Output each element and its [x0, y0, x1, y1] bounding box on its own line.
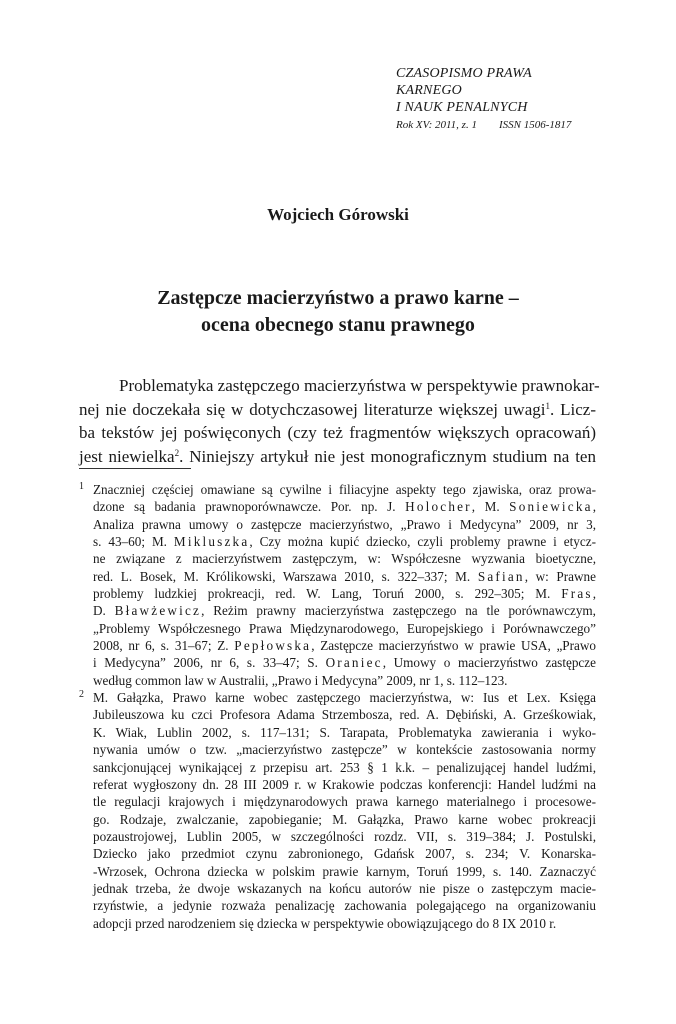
- issue-info: Rok XV: 2011, z. 1: [396, 119, 477, 131]
- footnote2-line-10: Dziecko jako przedmiot czynu zabronionego, Gdańsk 2007, s. 234; V. Konarska-: [93, 846, 596, 862]
- footnote2-line-12: jednak trzeba, że dwoje wskazanych na końcu autorów nie pisze o zastępczym macie-: [93, 880, 596, 896]
- footnote1-line-2: dzone są badania prawnoporównawcze. Por. np. J. Holocher, M. Soniewicka,: [93, 499, 596, 515]
- footnote2-line-8: go. Rodzaje, zwalczanie, zapobieganie; M. Gałązka, Prawo karne wobec prokreacji: [93, 811, 596, 827]
- footnote-2: [79, 689, 596, 932]
- author-name: Wojciech Górowski: [267, 205, 409, 224]
- body-line-2-text: nej nie doczekała się w dotychczasowej literaturze większej uwagi: [79, 399, 546, 419]
- footnotes: [79, 481, 596, 932]
- journal-name-line2: I NAUK PENALNYCH: [396, 100, 528, 115]
- article-title: [0, 285, 676, 339]
- footnote-2-number: 2: [79, 689, 84, 701]
- body-line-3: ba tekstów jej poświęconych (czy też fragmentów większych opracowań): [79, 423, 596, 442]
- footnote2-line-3: K. Wiak, Lublin 2002, s. 117–131; S. Tarapata, Problematyka zawierania i wyko-: [93, 724, 596, 740]
- body-line-4-end: . Niniejszy artykuł nie jest monograficznym studium na ten: [179, 446, 596, 466]
- footnote2-line-1: M. Gałązka, Prawo karne wobec zastępczego macierzyństwa, w: Ius et Lex. Księga: [93, 690, 596, 706]
- footnote1-line-1: Znaczniej częściej omawiane są cywilne i filiacyjne aspekty tego zjawiska, oraz prowa-: [93, 482, 596, 497]
- footnote-ref-1[interactable]: 1: [545, 400, 550, 411]
- footnote1-line-5: ne związane z macierzyństwem zastępczym, w: Współczesne wyzwania bioetyczne,: [93, 551, 596, 567]
- footnote1-line-8: D. Bławżewicz, Reżim prawny macierzyństwa zastępczego na tle porównawczym,: [93, 603, 596, 619]
- body-line-4: [79, 445, 596, 469]
- body-line-1: Problematyka zastępczego macierzyństwa w perspektywie prawnokar-: [119, 376, 600, 395]
- title-line-2: ocena obecnego stanu prawnego: [201, 314, 475, 336]
- footnote2-line-11: -Wrzosek, Ochrona dziecka w polskim prawie karnym, Toruń 1999, s. 140. Zaznaczyć: [93, 863, 596, 879]
- footnote1-line-3: Analiza prawna umowy o zastępcze macierzyństwo, „Prawo i Medycyna” 2009, nr 3,: [93, 516, 596, 532]
- footnote1-line-6: red. L. Bosek, M. Królikowski, Warszawa 2010, s. 322–337; M. Safian, w: Prawne: [93, 568, 596, 584]
- journal-meta: [396, 118, 596, 132]
- body-line-2: [79, 398, 596, 422]
- body-line-4-text: jest niewielka: [79, 446, 175, 466]
- footnote1-line-9: „Problemy Współczesnego Prawa Międzynarodowego, Europejskiego i Porównawczego”: [93, 620, 596, 636]
- footnote1-line-10: 2008, nr 6, s. 31–67; Z. Pepłowska, Zastępcze macierzyństwo w prawie USA, „Prawo: [93, 638, 597, 654]
- footnote2-line-7: tle regulacji krajowych i międzynarodowych prawa karnego materialnego i procesowe-: [93, 794, 596, 810]
- footnote2-line-2: Jubileuszowa ku czci Profesora Adama Strzembosza, red. A. Dębiński, A. Grześkowiak,: [93, 707, 596, 723]
- footnote-ref-2[interactable]: 2: [174, 447, 180, 458]
- footnote2-line-9: pozaustrojowej, Lublin 2005, w szczególności rozdz. VII, s. 319–384; J. Postulski,: [93, 828, 596, 844]
- footnote1-line-4: s. 43–60; M. Mikluszka, Czy można kupić dziecko, czyli problemy prawne i etycz-: [93, 534, 596, 550]
- footnote1-line-11: i Medycyna” 2006, nr 6, s. 33–47; S. Oraniec, Umowy o macierzyństwo zastępcze: [93, 655, 596, 671]
- footnote2-line-4: nywania umów o tzw. „macierzyństwo zastępcze” w kontekście zastosowania normy: [93, 742, 596, 758]
- body-paragraph: [79, 374, 600, 468]
- title-line-1: Zastępcze macierzyństwo a prawo karne –: [157, 287, 519, 309]
- footnote2-line-6: referat wygłoszony dn. 28 III 2009 r. w Krakowie podczas konferencji: Handel ludźmi na: [93, 776, 596, 792]
- footnote-separator: [79, 468, 191, 469]
- journal-name-line1: CZASOPISMO PRAWA KARNEGO: [396, 66, 532, 98]
- footnote-1: [79, 481, 596, 689]
- footnote2-line-14: adopcji przed narodzeniem się dziecka w perspektywie obowiązującego do 8 IX 2010 r.: [93, 915, 557, 931]
- issn: ISSN 1506-1817: [498, 119, 572, 131]
- footnote1-line-7: problemy ludzkiej prokreacji, red. W. Lang, Toruń 2000, s. 292–305; M. Fras,: [93, 586, 596, 602]
- footnote-1-number: 1: [79, 481, 84, 492]
- footnote2-line-5: sankcjonującej wynikającej z przepisu art. 253 § 1 k.k. – penalizującej handel ludźmi,: [93, 759, 596, 775]
- footnote1-line-12: według common law w Australii, „Prawo i Medycyna” 2009, nr 1, s. 112–123.: [93, 672, 508, 688]
- footnote2-line-13: rzyństwie, a jedynie rozważa penalizację zachowania polegającego na organizowaniu: [93, 898, 596, 914]
- body-line-2-end: . Licz-: [549, 399, 596, 419]
- journal-header: [396, 65, 596, 132]
